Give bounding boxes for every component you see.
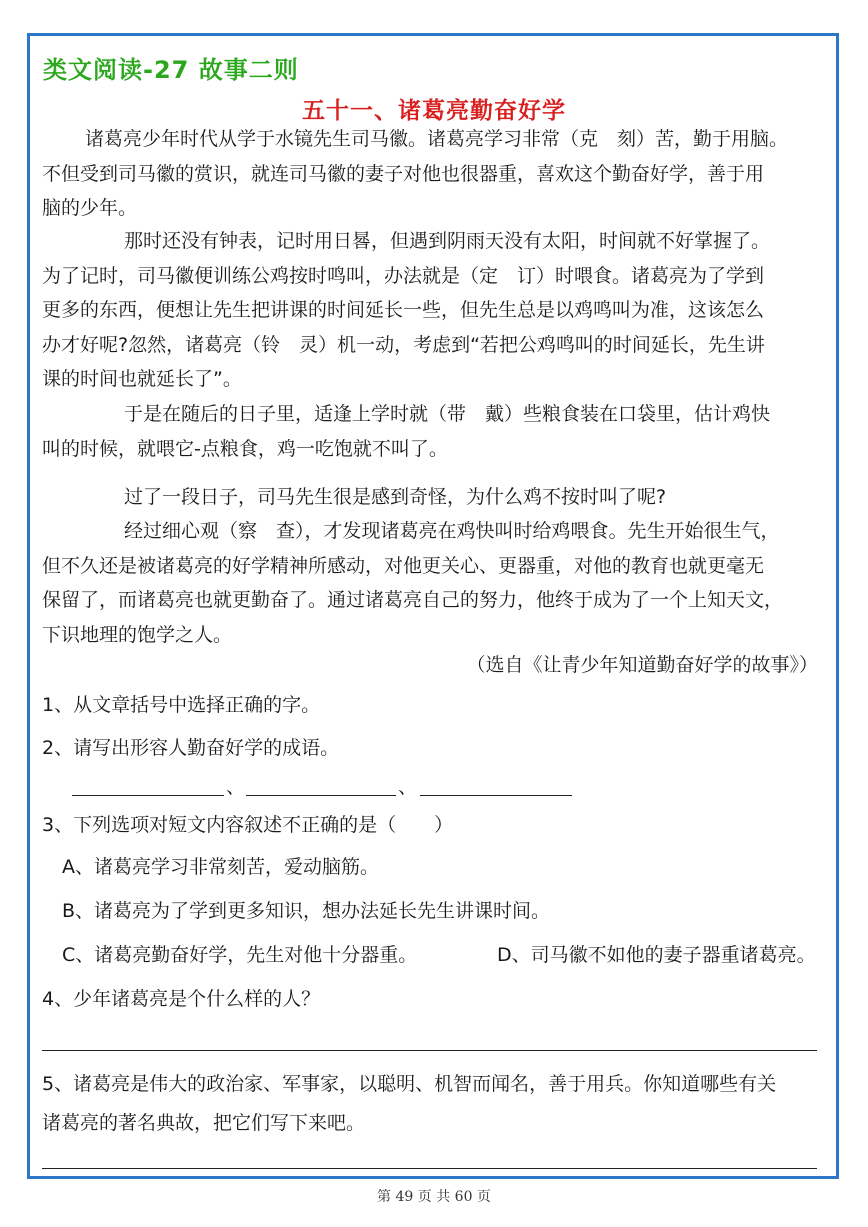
question-4: 4、少年诸葛亮是个什么样的人？: [42, 988, 321, 1010]
option-c[interactable]: C、诸葛亮勤奋好学，先生对他十分器重。: [62, 944, 418, 966]
story-paragraph-5: [42, 514, 832, 652]
story-paragraph-2: [42, 224, 832, 397]
text-line: 不但受到司马徽的赏识，就连司马徽的妻子对他也很器重，喜欢这个勤奋好学，善于用: [42, 162, 765, 185]
text-line: 诸葛亮少年时代从学于水镜先生司马徽。诸葛亮学习非常（克 刻）苦，勤于用脑。: [85, 128, 789, 150]
text-line: 更多的东西，便想让先生把讲课的时间延长一些，但先生总是以鸡鸣叫为准，这该怎么: [42, 299, 765, 321]
story-title: 五十一、诸葛亮勤奋好学: [302, 98, 566, 124]
story-paragraph-1: [42, 122, 832, 226]
text-line: 脑的少年。: [42, 197, 138, 219]
text-line: 叫的时候，就喂它-点粮食，鸡一吃饱就不叫了。: [42, 437, 448, 460]
answer-line-4[interactable]: [42, 1050, 817, 1051]
blank-separator: 、: [226, 776, 246, 798]
blank-separator: 、: [398, 776, 418, 798]
text-line: 课的时间也就延长了”。: [42, 368, 242, 390]
option-d[interactable]: D、司马徽不如他的妻子器重诸葛亮。: [497, 944, 816, 966]
story-paragraph-4: [42, 480, 832, 515]
page-number: 第 49 页 共 60 页: [377, 1189, 491, 1205]
text-line: 但不久还是被诸葛亮的好学精神所感动，对他更关心、更器重，对他的教育也就更毫无: [42, 554, 765, 577]
answer-blank-1[interactable]: [72, 795, 224, 796]
story-source: （选自《让青少年知道勤奋好学的故事》）: [466, 654, 818, 676]
question-1: 1、从文章括号中选择正确的字。: [42, 694, 321, 716]
story-paragraph-3: [42, 397, 832, 466]
text-line: 于是在随后的日子里，适逢上学时就（带 戴）些粮食装在口袋里，估计鸡快: [124, 403, 771, 425]
text-line: 那时还没有钟表，记时用日晷，但遇到阴雨天没有太阳，时间就不好掌握了。: [124, 230, 771, 252]
answer-line-5[interactable]: [42, 1168, 817, 1169]
text-line: 为了记时，司马徽便训练公鸡按时鸣叫，办法就是（定 订）时喂食。诸葛亮为了学到: [42, 264, 765, 287]
option-a[interactable]: A、诸葛亮学习非常刻苦，爱动脑筋。: [62, 856, 379, 878]
answer-blank-2[interactable]: [246, 795, 396, 796]
text-line: 保留了，而诸葛亮也就更勤奋了。通过诸葛亮自己的努力，他终于成为了一个上知天文，: [42, 589, 784, 611]
section-title: 类文阅读-27 故事二则: [43, 56, 299, 84]
text-line: 过了一段日子，司马先生很是感到奇怪，为什么鸡不按时叫了呢?: [124, 486, 667, 508]
question-3: 3、下列选项对短文内容叙述不正确的是（ ）: [42, 814, 454, 836]
option-b[interactable]: B、诸葛亮为了学到更多知识，想办法延长先生讲课时间。: [62, 900, 551, 922]
question-5-line-2: 诸葛亮的著名典故，把它们写下来吧。: [42, 1112, 366, 1134]
text-line: 下识地理的饱学之人。: [42, 623, 233, 646]
text-line: 办才好呢?忽然，诸葛亮（铃 灵）机一动，考虑到“若把公鸡鸣叫的时间延长，先生讲: [42, 333, 765, 356]
question-5-line-1: 5、诸葛亮是伟大的政治家、军事家，以聪明、机智而闻名，善于用兵。你知道哪些有关: [42, 1073, 777, 1095]
text-line: 经过细心观（察 查），才发现诸葛亮在鸡快叫时给鸡喂食。先生开始很生气，: [124, 520, 780, 542]
answer-blank-3[interactable]: [420, 795, 572, 796]
question-2: 2、请写出形容人勤奋好学的成语。: [42, 737, 340, 759]
